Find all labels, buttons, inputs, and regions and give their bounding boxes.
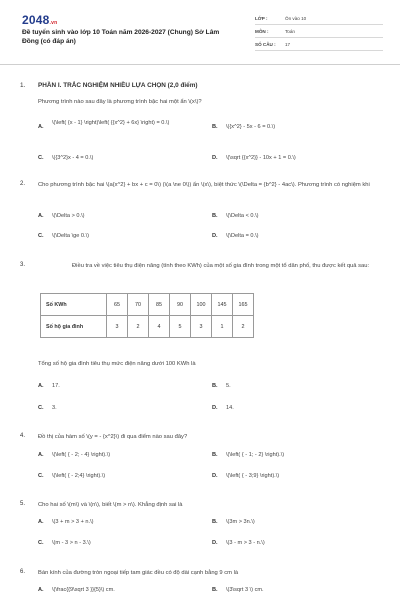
- table-cell: 2: [128, 316, 149, 338]
- option-letter: A.: [38, 213, 44, 219]
- question-text: Cho hai số \(m\) và \(n\), biết \(m > n\). Khẳng định sai là: [38, 502, 183, 508]
- table-cell: 90: [170, 294, 191, 316]
- page-header: [0, 0, 400, 60]
- option-text: \(\left( { - 2;4} \right).\): [52, 473, 106, 479]
- option-text: \(\left( {x - 1} \right)\left( {{x^2} + 6x} \right) = 0.\): [52, 120, 170, 126]
- table-cell: 4: [149, 316, 170, 338]
- option-letter: C.: [38, 155, 44, 161]
- meta-row-subject: [255, 27, 383, 38]
- option-text: 3.: [52, 405, 57, 411]
- table-cell: 100: [191, 294, 212, 316]
- table-row: [41, 294, 254, 316]
- question-text: Đồ thị của hàm số \(y = - {x^2}\) đi qua điểm nào sau đây?: [38, 434, 188, 440]
- meta-key: LỚP :: [255, 16, 268, 21]
- option-letter: B.: [212, 124, 218, 130]
- option-text: \(\left( { - 2; - 4} \right).\): [52, 452, 111, 458]
- option-letter: B.: [212, 519, 218, 525]
- data-table: [40, 293, 254, 338]
- option-letter: A.: [38, 519, 44, 525]
- option-text: \(3 + m > 3 + n.\): [52, 519, 94, 525]
- question-2: [20, 181, 390, 241]
- question-6: [20, 569, 390, 599]
- question-1: [20, 98, 390, 168]
- option-letter: B.: [212, 383, 218, 389]
- table-cell: 65: [107, 294, 128, 316]
- meta-row-class: [255, 14, 383, 25]
- option-text: \({x^2} - 5x - 6 = 0.\): [226, 124, 276, 130]
- meta-panel: [255, 14, 383, 53]
- question-number: 2.: [20, 181, 26, 187]
- meta-value: Toán: [285, 29, 295, 34]
- option-letter: D.: [212, 405, 218, 411]
- question-5: [20, 501, 390, 556]
- option-letter: D.: [212, 233, 218, 239]
- table-cell: 2: [233, 316, 254, 338]
- option-letter: A.: [38, 383, 44, 389]
- question-number: 6.: [20, 569, 26, 575]
- question-4: [20, 433, 390, 488]
- option-text: \(\sqrt {{x^2}} - 10x + 1 = 0.\): [226, 155, 296, 161]
- option-text: \(\Delta > 0.\): [52, 213, 85, 219]
- meta-value: Ôn vào 10: [285, 16, 307, 21]
- option-text: \(\Delta \ge 0.\): [52, 233, 89, 239]
- table-cell: 3: [107, 316, 128, 338]
- question-text: Cho phương trình bậc hai \(a{x^2} + bx + c = 0\) (\(a \ne 0\)) ẩn \(x\), biệt thức \(\Delta = {b^2} - 4ac\). Phương trình có nghiệm khi: [38, 182, 370, 188]
- option-text: \(\Delta < 0.\): [226, 213, 259, 219]
- option-letter: C.: [38, 233, 44, 239]
- option-letter: B.: [212, 213, 218, 219]
- option-text: \(3m > 3n.\): [226, 519, 255, 525]
- option-letter: C.: [38, 540, 44, 546]
- option-text: \(3\sqrt 3 \) cm.: [226, 587, 264, 593]
- option-letter: A.: [38, 452, 44, 458]
- meta-key: SỐ CÂU :: [255, 42, 276, 47]
- option-text: \(\Delta = 0.\): [226, 233, 259, 239]
- header-divider: [0, 64, 400, 65]
- question-followup-text: Tổng số hộ gia đình tiêu thụ mức điện năng dưới 100 KWh là: [38, 361, 196, 367]
- meta-value: 17: [285, 42, 291, 47]
- option-text: \(\left( { - 1; - 2} \right).\): [226, 452, 285, 458]
- option-text: 14.: [226, 405, 234, 411]
- question-text: Bán kính của đường tròn ngoại tiếp tam giác đều có độ dài cạnh bằng 9 cm là: [38, 570, 239, 576]
- option-text: \(3 - m > 3 - n.\): [226, 540, 265, 546]
- section-title: PHẦN I. TRẮC NGHIỆM NHIỀU LỰA CHỌN (2,0 điểm): [38, 82, 198, 89]
- table-cell: 1: [212, 316, 233, 338]
- table-cell: 165: [233, 294, 254, 316]
- meta-key: MÔN :: [255, 29, 269, 34]
- option-text: 5.: [226, 383, 231, 389]
- option-letter: A.: [38, 587, 44, 593]
- table-cell: 145: [212, 294, 233, 316]
- question-number: 5.: [20, 501, 26, 507]
- table-cell: 70: [128, 294, 149, 316]
- question-text: Phương trình nào sau đây là phương trình bậc hai một ẩn \(x\)?: [38, 99, 202, 105]
- table-row: [41, 316, 254, 338]
- table-row-header: Số hộ gia đình: [41, 316, 107, 338]
- logo-text: 2048: [22, 13, 50, 27]
- question-3-followup: [20, 360, 390, 420]
- table-cell: 85: [149, 294, 170, 316]
- logo-suffix: .vn: [49, 20, 58, 26]
- question-number: 3.: [20, 262, 26, 268]
- option-text: \(\frac{{9\sqrt 3 }}{5}\) cm.: [52, 587, 115, 593]
- option-letter: C.: [38, 405, 44, 411]
- option-text: \(\left( { - 3;9} \right).\): [226, 473, 280, 479]
- document-title: Đề tuyển sinh vào lớp 10 Toán năm 2026-2027 (Chung) Sở Lâm Đồng (có đáp án): [22, 29, 220, 45]
- table-cell: 5: [170, 316, 191, 338]
- option-text: 17.: [52, 383, 60, 389]
- option-text: \({3^2}x - 4 = 0.\): [52, 155, 94, 161]
- section-number: 1.: [20, 82, 26, 89]
- option-letter: C.: [38, 473, 44, 479]
- option-letter: D.: [212, 540, 218, 546]
- option-letter: B.: [212, 452, 218, 458]
- option-letter: A.: [38, 124, 44, 130]
- table-cell: 3: [191, 316, 212, 338]
- option-letter: D.: [212, 155, 218, 161]
- table-row-header: Số KWh: [41, 294, 107, 316]
- option-letter: D.: [212, 473, 218, 479]
- option-letter: B.: [212, 587, 218, 593]
- question-text: Điều tra về việc tiêu thụ điện năng (tính theo KWh) của một số gia đình trong một tổ dân phố, thu được kết quả sau:: [72, 263, 370, 269]
- site-logo[interactable]: [22, 13, 57, 27]
- option-text: \(m - 3 > n - 3.\): [52, 540, 91, 546]
- meta-row-count: [255, 40, 383, 51]
- question-number: 4.: [20, 433, 26, 439]
